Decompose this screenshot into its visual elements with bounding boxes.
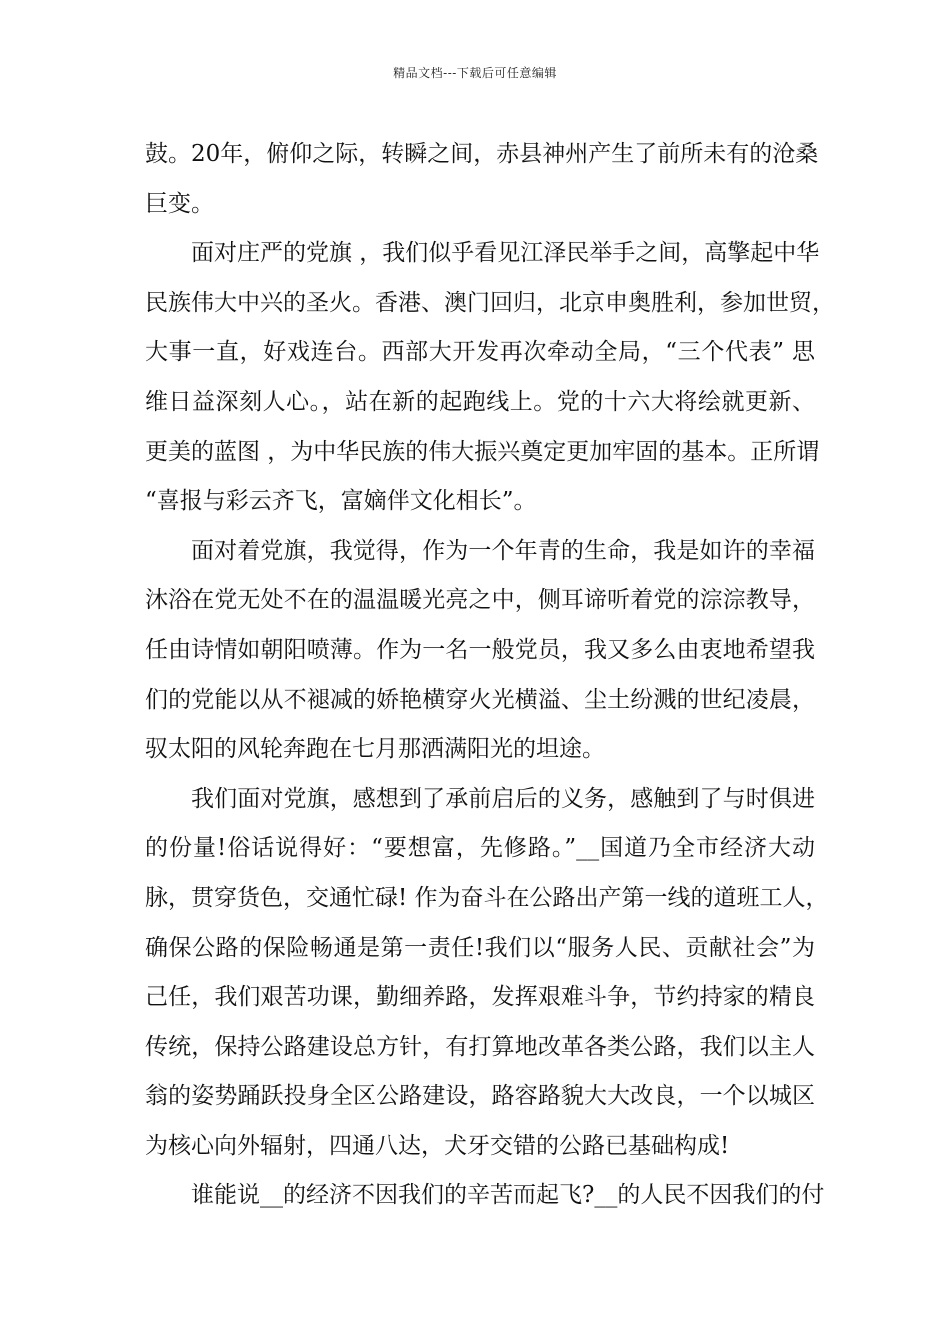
text-line: 更美的蓝图 ，为中华民族的伟大振兴奠定更加牢固的基本。正所谓: [145, 438, 820, 465]
paragraph-3: [145, 527, 815, 775]
text-line: 维日益深刻人心。，站在新的起跑线上。党的十六大将绘就更新、: [145, 388, 815, 415]
paragraph-1: [145, 130, 819, 229]
text-line: 为核心向外辐射，四通八达，犬牙交错的公路已基础构成!: [145, 1132, 730, 1159]
text-line: 沐浴在党无处不在的温温暖光亮之中，侧耳谛听着党的淙淙教导，: [145, 587, 815, 614]
text-line: 民族伟大中兴的圣火。香港、澳门回归，北京申奥胜利，参加世贸，: [145, 289, 835, 316]
text-line: 谁能说__的经济不因我们的辛苦而起飞?__的人民不因我们的付: [191, 1182, 825, 1209]
paragraph-2: [145, 229, 835, 527]
text-line: 传统，保持公路建设总方针，有打算地改革各类公路，我们以主人: [145, 1033, 815, 1060]
text-line: 翁的姿势踊跃投身全区公路建设，路容路貌大大改良，一个以城区: [145, 1083, 815, 1110]
paragraph-4: [145, 775, 829, 1172]
text-line: 任由诗情如朝阳喷薄。作为一名一般党员，我又多么由衷地希望我: [145, 636, 815, 663]
text-line: 大事一直，好戏连台。西部大开发再次牵动全局，“三个代表” 思: [145, 339, 815, 366]
text-line: 巨变。: [145, 190, 214, 217]
text-line: 驭太阳的风轮奔跑在七月那洒满阳光的坦途。: [145, 736, 605, 763]
page-header: 精品文档---下载后可任意编辑: [393, 66, 557, 80]
text-line: 我们面对党旗，感想到了承前启后的义务，感触到了与时俱进: [191, 785, 815, 812]
text-line: “喜报与彩云齐飞，富嫡伴文化相长”。: [145, 488, 537, 515]
text-line: 脉，贯穿货色，交通忙碌! 作为奋斗在公路出产第一线的道班工人，: [145, 884, 829, 911]
document-body: [145, 130, 835, 1221]
text-line: 己任，我们艰苦功课，勤细养路，发挥艰难斗争，节约持家的精良: [145, 984, 815, 1011]
text-line: 确保公路的保险畅通是第一责任!我们以“服务人民、贡献社会”为: [145, 934, 815, 961]
text-line: 鼓。20年，俯仰之际，转瞬之间，赤县神州产生了前所未有的沧桑: [145, 141, 819, 167]
text-line: 们的党能以从不褪减的娇艳横穿火光横溢、尘土纷溅的世纪凌晨，: [145, 686, 815, 713]
paragraph-5: [145, 1171, 825, 1221]
text-line: 的份量!俗话说得好：“要想富，先修路。”__国道乃全市经济大动: [145, 835, 815, 862]
text-line: 面对着党旗，我觉得，作为一个年青的生命，我是如许的幸福: [191, 537, 815, 564]
text-line: 面对庄严的党旗 ，我们似乎看见江泽民举手之间，高擎起中华: [191, 240, 820, 267]
